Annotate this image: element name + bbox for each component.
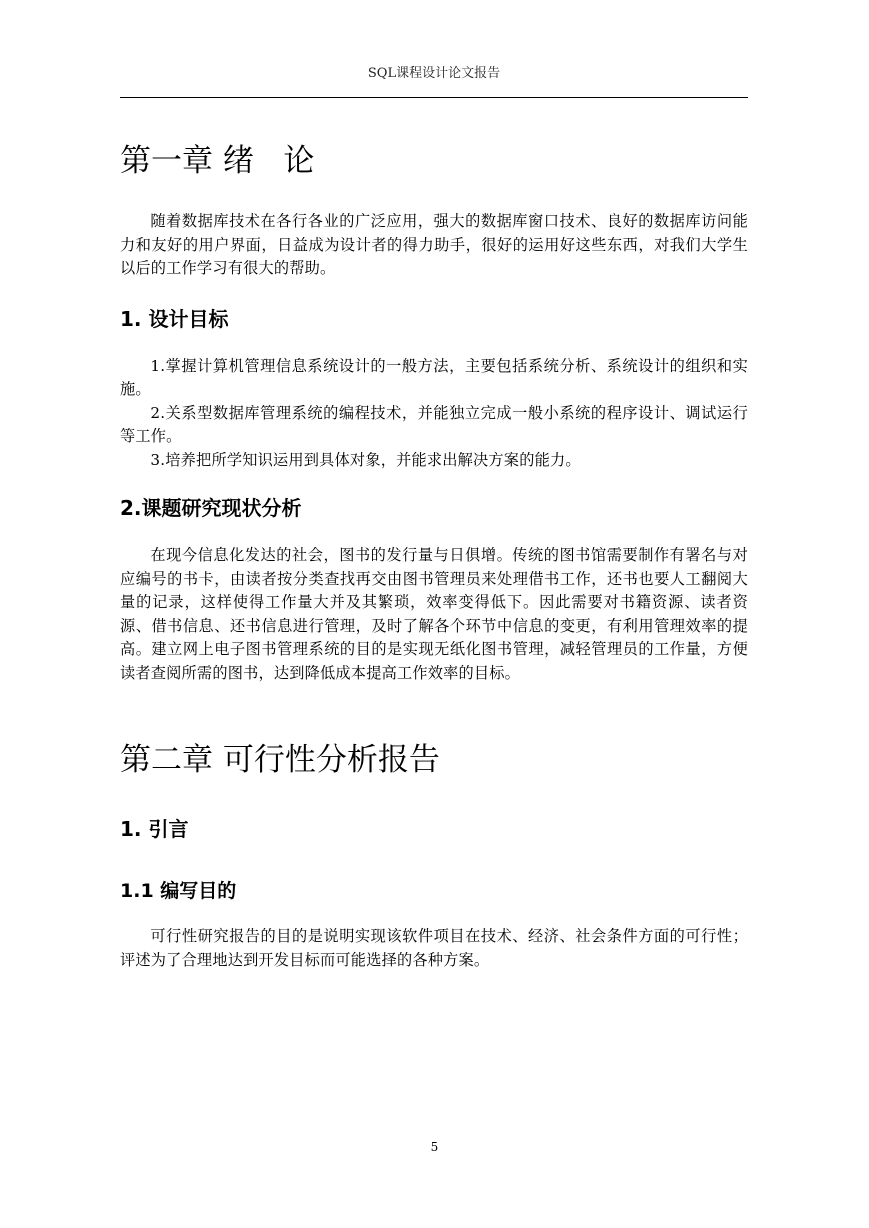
header-divider bbox=[120, 97, 748, 98]
section-introduction-title: 1. 引言 bbox=[120, 817, 189, 841]
chapter-2-title: 第二章 可行性分析报告 bbox=[120, 742, 440, 778]
design-goals-list bbox=[120, 355, 748, 473]
chapter-1-title: 第一章 绪 论 bbox=[120, 143, 315, 179]
running-header: SQL课程设计论文报告 bbox=[367, 66, 501, 81]
page-number: 5 bbox=[430, 1140, 439, 1154]
document-body bbox=[120, 130, 748, 972]
research-status-paragraph: 在现今信息化发达的社会，图书的发行量与日俱增。传统的图书馆需要制作有署名与对应编号的书卡，由读者按分类查找再交由图书管理员来处理借书工作，还书也要人工翻阅大量的记录，这样使得工作量大并及其繁琐，效率变得低下。因此需要对书籍资源、读者资源、借书信息、还书信息进行管理，及时了解各个环节中信息的变更，有利用管理效率的提高。建立网上电子图书管理系统的目的是实现无纸化图书管理，减轻管理员的工作量，方便读者查阅所需的图书，达到降低成本提高工作效率的目标。 bbox=[120, 546, 748, 682]
subsection-purpose-title: 1.1 编写目的 bbox=[120, 880, 237, 902]
design-goal-item: 3.培养把所学知识运用到具体对象，并能求出解决方案的能力。 bbox=[150, 450, 581, 469]
design-goal-item: 1.掌握计算机管理信息系统设计的一般方法，主要包括系统分析、系统设计的组织和实施。 bbox=[120, 356, 748, 398]
chapter-1-intro-paragraph: 随着数据库技术在各行各业的广泛应用，强大的数据库窗口技术、良好的数据库访问能力和友好的用户界面，日益成为设计者的得力助手，很好的运用好这些东西，对我们大学生以后的工作学习有很大的帮助。 bbox=[120, 212, 748, 277]
purpose-paragraph: 可行性研究报告的目的是说明实现该软件项目在技术、经济、社会条件方面的可行性；评述为了合理地达到开发目标而可能选择的各种方案。 bbox=[120, 927, 748, 969]
section-design-goals-title: 1. 设计目标 bbox=[120, 306, 229, 331]
section-research-status-title: 2.课题研究现状分析 bbox=[120, 496, 302, 520]
design-goal-item: 2.关系型数据库管理系统的编程技术，并能独立完成一般小系统的程序设计、调试运行等工作。 bbox=[120, 403, 748, 445]
